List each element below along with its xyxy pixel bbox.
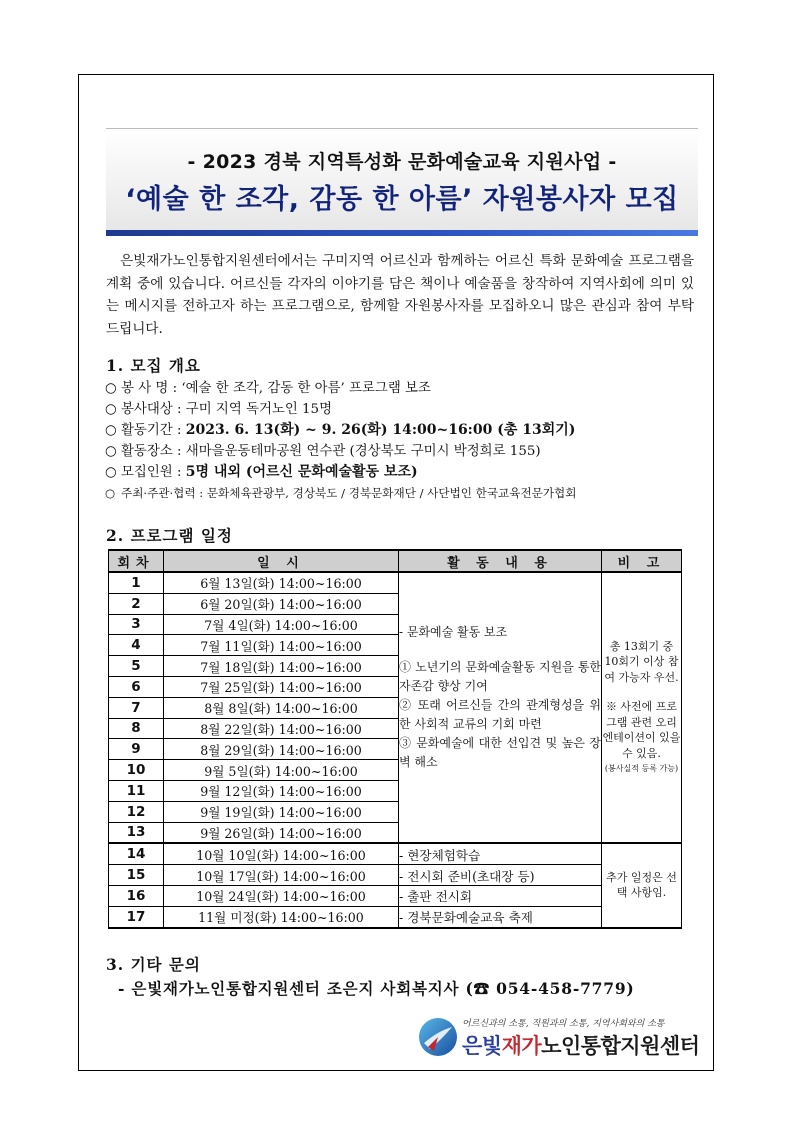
- table-header-row: [109, 550, 682, 572]
- session-number: 7: [109, 697, 164, 718]
- overview-item-location: ○ 활동장소 : 새마을운동테마공원 연수관 (경상북도 구미시 박정희로 155): [105, 441, 705, 462]
- session-number: 15: [109, 865, 164, 886]
- schedule-table: [108, 549, 682, 929]
- contact-line: - 은빛재가노인통합지원센터 조은지 사회복지사 (☎ 054-458-7779): [118, 979, 635, 998]
- overview-label: 봉 사 명: [121, 381, 169, 396]
- logo-slogan: 어르신과의 소통, 직원과의 소통, 지역사회와의 소통: [462, 1019, 665, 1029]
- session-date: 9월 12일(화) 14:00~16:00: [164, 780, 399, 801]
- center-logo-icon: [418, 1017, 458, 1057]
- activity-cell-group1: [399, 572, 602, 843]
- logo-name-part: 은빛: [462, 1034, 502, 1058]
- note-text: ※ 사전에 프로그램 관련 오리엔테이션이 있을 수 있음.: [602, 700, 681, 760]
- session-number: 1: [109, 572, 164, 593]
- column-header-note: 비 고: [602, 550, 682, 572]
- page-title: ‘예술 한 조각, 감동 한 아름’ 자원봉사자 모집: [125, 184, 679, 215]
- circle-bullet-icon: ○: [105, 381, 117, 396]
- session-number: 5: [109, 656, 164, 677]
- table-row: [109, 865, 682, 886]
- session-number: 2: [109, 593, 164, 614]
- activity-point: ① 노년기의 문화예술활동 지원을 통한 자존감 향상 기여: [399, 660, 601, 693]
- session-number: 17: [109, 906, 164, 927]
- overview-value: 구미 지역 독거노인 15명: [185, 402, 333, 417]
- note-cell-group2: 추가 일정은 선택 사항임.: [602, 843, 682, 927]
- title-box: [106, 128, 698, 230]
- intro-paragraph: 은빛재가노인통합지원센터에서는 구미지역 어르신과 함께하는 어르신 특화 문화예술 프로그램을 계획 중에 있습니다. 어르신들 각자의 이야기를 담은 책이나 예술품을 창작하여 지역사회에 의미 있는 메시지를 전하고자 하는 프로그램으로, 함께할 자원봉사자를 모집하오니 많은 관심과 참여 부탁드립니다.: [106, 253, 694, 337]
- session-number: 16: [109, 885, 164, 906]
- session-number: 6: [109, 676, 164, 697]
- session-number: 12: [109, 801, 164, 822]
- overview-list: [105, 378, 705, 504]
- activity-main: - 문화예술 활동 보조: [399, 625, 508, 639]
- session-date: 10월 17일(화) 14:00~16:00: [164, 865, 399, 886]
- section-heading-contact: 3. 기타 문의: [106, 955, 201, 974]
- table-row: [109, 885, 682, 906]
- circle-bullet-icon: ○: [105, 486, 116, 500]
- session-date: 7월 11일(화) 14:00~16:00: [164, 635, 399, 656]
- overview-value: 2023. 6. 13(화) ~ 9. 26(화) 14:00~16:00 (총 13회기): [185, 422, 576, 438]
- overview-item-name: ○ 봉 사 명 : ‘예술 한 조각, 감동 한 아름’ 프로그램 보조: [105, 378, 705, 399]
- session-number: 11: [109, 780, 164, 801]
- overview-label: 주최·주관·협력: [121, 486, 196, 500]
- overview-label: 모집인원: [121, 465, 173, 480]
- overview-label: 봉사대상: [121, 402, 173, 417]
- session-activity: - 전시회 준비(초대장 등): [399, 865, 602, 886]
- session-date: 7월 25일(화) 14:00~16:00: [164, 676, 399, 697]
- session-date: 7월 18일(화) 14:00~16:00: [164, 656, 399, 677]
- session-number: 14: [109, 843, 164, 864]
- session-number: 13: [109, 822, 164, 843]
- overview-value: 문화체육관광부, 경상북도 / 경북문화재단 / 사단법인 한국교육전문가협회: [206, 486, 577, 500]
- session-date: 6월 20일(화) 14:00~16:00: [164, 593, 399, 614]
- session-activity: - 경북문화예술교육 축제: [399, 906, 602, 927]
- session-date: 9월 5일(화) 14:00~16:00: [164, 760, 399, 781]
- session-date: 11월 미정(화) 14:00~16:00: [164, 906, 399, 927]
- overview-value: 새마을운동테마공원 연수관 (경상북도 구미시 박정희로 155): [185, 444, 541, 459]
- overview-item-recruits: ○ 모집인원 : 5명 내외 (어르신 문화예술활동 보조): [105, 462, 705, 483]
- overview-value: 5명 내외 (어르신 문화예술활동 보조): [185, 464, 418, 480]
- session-number: 3: [109, 614, 164, 635]
- session-number: 10: [109, 760, 164, 781]
- overview-value: ‘예술 한 조각, 감동 한 아름’ 프로그램 보조: [181, 381, 431, 396]
- session-number: 8: [109, 718, 164, 739]
- logo-name: [462, 1030, 699, 1060]
- table-row: [109, 843, 682, 864]
- logo-name-part: 재가: [501, 1034, 542, 1058]
- column-header-datetime: 일 시: [164, 550, 399, 572]
- note-cell-group1: [602, 572, 682, 843]
- session-number: 4: [109, 635, 164, 656]
- session-date: 7월 4일(화) 14:00~16:00: [164, 614, 399, 635]
- circle-bullet-icon: ○: [105, 402, 117, 417]
- session-date: 8월 29일(화) 14:00~16:00: [164, 739, 399, 760]
- circle-bullet-icon: ○: [105, 465, 117, 480]
- session-activity: - 출판 전시회: [399, 885, 602, 906]
- section-heading-schedule: 2. 프로그램 일정: [106, 526, 233, 545]
- center-logo: [418, 1012, 700, 1062]
- session-date: 10월 24일(화) 14:00~16:00: [164, 885, 399, 906]
- overview-item-organizers: ○ 주최·주관·협력 : 문화체육관광부, 경상북도 / 경북문화재단 / 사단법인 한국교육전문가협회: [105, 483, 705, 504]
- logo-name-part: 노인통합지원센터: [541, 1034, 700, 1058]
- session-date: 6월 13일(화) 14:00~16:00: [164, 572, 399, 593]
- table-row: [109, 906, 682, 927]
- session-date: 8월 22일(화) 14:00~16:00: [164, 718, 399, 739]
- note-text: 총 13회기 중 10회기 이상 참여 가능자 우선.: [604, 639, 679, 684]
- overview-item-target: ○ 봉사대상 : 구미 지역 독거노인 15명: [105, 399, 705, 420]
- session-date: 9월 19일(화) 14:00~16:00: [164, 801, 399, 822]
- section-heading-overview: 1. 모집 개요: [106, 356, 201, 375]
- activity-point: ③ 문화예술에 대한 선입견 및 높은 장벽 해소: [399, 736, 601, 769]
- activity-point: ② 또래 어르신들 간의 관계형성을 위한 사회적 교류의 기회 마련: [399, 698, 601, 731]
- note-small-text: (봉사실적 등록 가능): [604, 764, 679, 774]
- overview-label: 활동기간: [121, 423, 173, 438]
- table-row: [109, 572, 682, 593]
- title-underline-bar: [106, 230, 698, 236]
- circle-bullet-icon: ○: [105, 444, 117, 459]
- session-date: 9월 26일(화) 14:00~16:00: [164, 822, 399, 843]
- circle-bullet-icon: ○: [105, 423, 117, 438]
- session-date: 10월 10일(화) 14:00~16:00: [164, 843, 399, 864]
- session-date: 8월 8일(화) 14:00~16:00: [164, 697, 399, 718]
- session-number: 9: [109, 739, 164, 760]
- column-header-session: 회차: [109, 550, 164, 572]
- overview-label: 활동장소: [121, 444, 173, 459]
- column-header-activity: 활 동 내 용: [399, 550, 602, 572]
- session-activity: - 현장체험학습: [399, 843, 602, 864]
- title-subtitle: - 2023 경북 지역특성화 문화예술교육 지원사업 -: [187, 151, 617, 173]
- overview-item-period: ○ 활동기간 : 2023. 6. 13(화) ~ 9. 26(화) 14:00~16:00 (총 13회기): [105, 420, 705, 441]
